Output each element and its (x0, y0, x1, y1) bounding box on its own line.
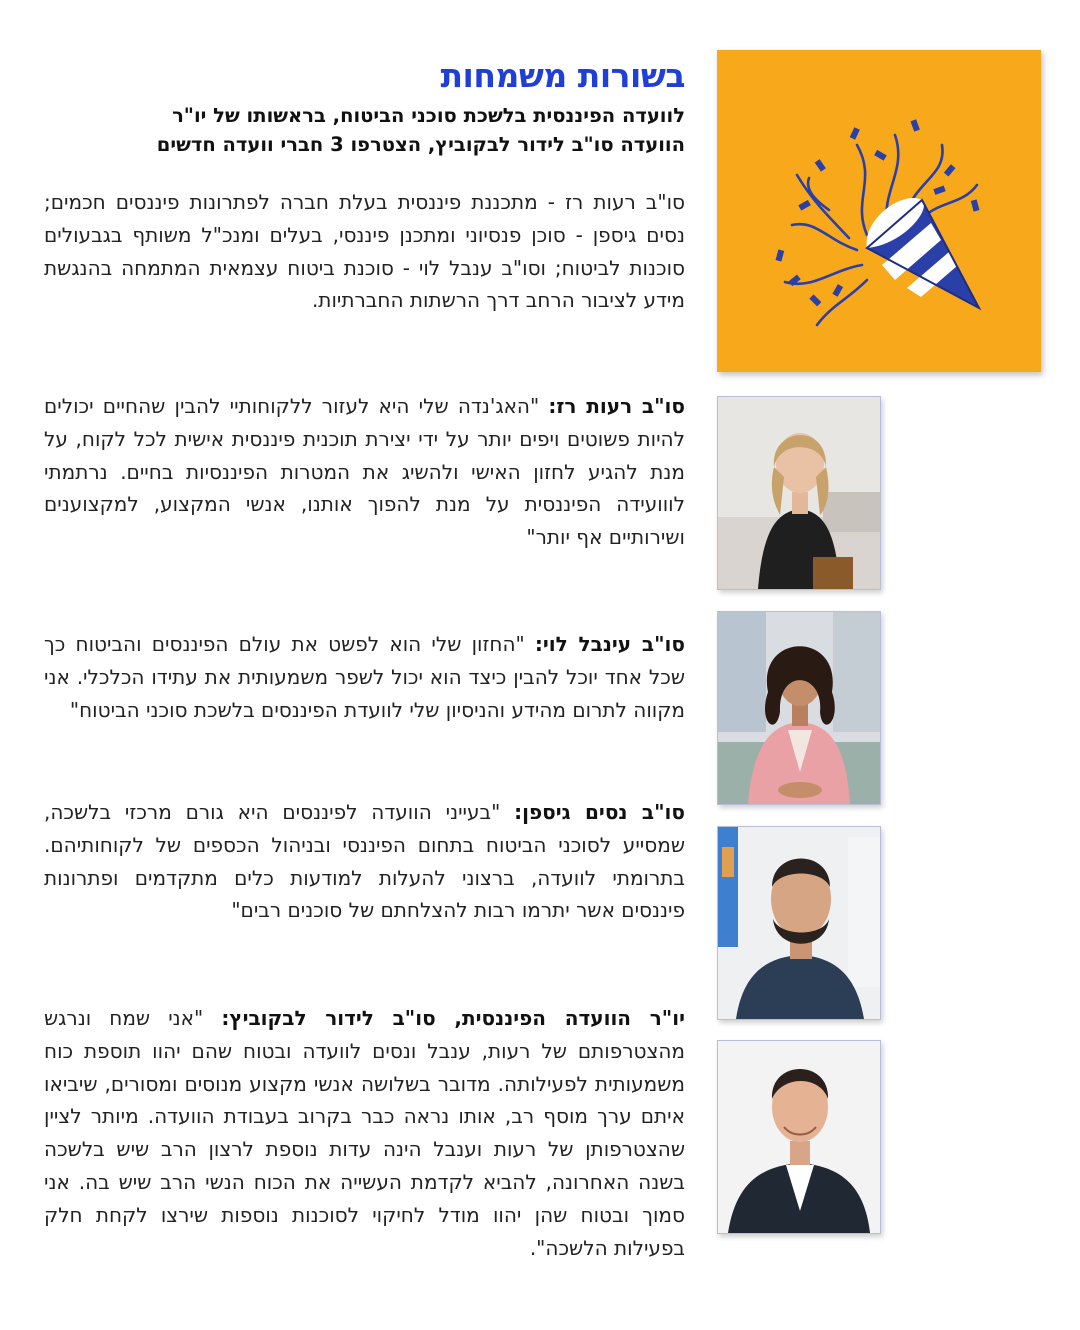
intro-paragraph: סו"ב רעות רז - מתכננת פיננסית בעלת חברה לפתרונות פיננסים חכמים; נסים גיספן - סוכן פנסיוני ומתכנן פיננסי, בעלים ומנכ"ל משותף בגבעולים סוכנות לביטוח; וסו"ב ענבל לוי - סוכנת ביטוח עצמאית המתמחה בהנגשת מידע לציבור הרחב דרך הרשתות החברתיות. (44, 190, 685, 313)
speaker-name: סו"ב רעות רז: (548, 394, 686, 418)
speaker-name: יו"ר הוועדה הפיננסית, סו"ב לידור לבקוביץ: (221, 1006, 685, 1030)
quote-text: "בעייני הוועדה לפיננסים היא גורם מרכזי בלשכה, שמסייע לסוכני הביטוח בתחום הפיננסי ובניהול הכספים של לקוחותיהם. בתרומתי לוועדה, ברצוני להעלות למודעות כלים מתקדמים ופתרונות פיננסים אשר יתרמו רבות להצלחתם של סוכנים רבים" (44, 800, 685, 923)
subtitle-line: הוועדה סו"ב לידור לבקוביץ, הצטרפו 3 חברי וועדה חדשים (156, 133, 685, 156)
quote-text: "האג'נדה שלי היא לעזור ללקוחותיי להבין שהחיים יכולים להיות פשוטים ויפים יותר על ידי יצירת תוכנית פיננסית אישית לכל לקוח, על מנת להגיע לחזון האישי ולהשיג את המטרות הפיננסיות בחיים. נרתמתי לווועידה הפיננסית על מנת להפוך אותנו, אנשי המקצוע, למקצוענים ושירותיים אף יותר" (44, 394, 685, 550)
photo-lidor-levkovich (717, 1040, 881, 1234)
party-popper-icon (717, 50, 1041, 372)
photo-nissim-gispan (717, 826, 881, 1020)
quote-nissim-gispan (44, 796, 685, 927)
subtitle-line: לוועדה הפיננסית בלשכת סוכני הביטוח, בראשותו של יו"ר (172, 104, 685, 127)
quote-text: "אני שמח ונרגש מהצטרפותם של רעות, ענבל ונסים לוועדה ובטוח שהם יהוו תוספת כוח משמעותית לפעילותה. מדובר בשלושה אנשי מקצוע מנוסים ומסורים, שיביאו איתם ערך מוסף רב, אותו נראה כבר בקרוב בעבודת הוועדה. מיותר לציין שהצטרפותן של רעות וענבל הינה עדות נוספת לרצון הרב שיש בלשכה בשנה האחרונה, להביא לקדמת העשייה את הכוח הנשי הרב שיש בה. אני סמוך ובטוח שהן יהוו מודל לחיקוי לסוכנות נוספות שירצו לקחת חלק בפעילות הלשכה". (44, 1006, 685, 1260)
quote-text: "החזון שלי הוא לפשט את עולם הפיננסים והביטוח כך שכל אחד יוכל להבין כיצד הוא יכול לשפר משמעותית את עתידו הכלכלי. אני מקווה לתרום מהידע והניסיון שלי לוועדת הפיננסים בלשכת סוכני הביטוח" (44, 632, 685, 722)
quote-inbal-levi (44, 628, 685, 726)
photo-inbal-levi (717, 611, 881, 805)
party-popper-illustration (717, 50, 1041, 372)
article-subtitle (50, 101, 685, 159)
photo-reut-raz (717, 396, 881, 590)
quote-lidor-levkovich (44, 1002, 685, 1264)
quote-reut-raz (44, 390, 685, 554)
speaker-name: סו"ב נסים גיספן: (514, 800, 685, 824)
article-title: בשורות משמחות (440, 56, 685, 95)
speaker-name: סו"ב עינבל לוי: (534, 632, 685, 656)
